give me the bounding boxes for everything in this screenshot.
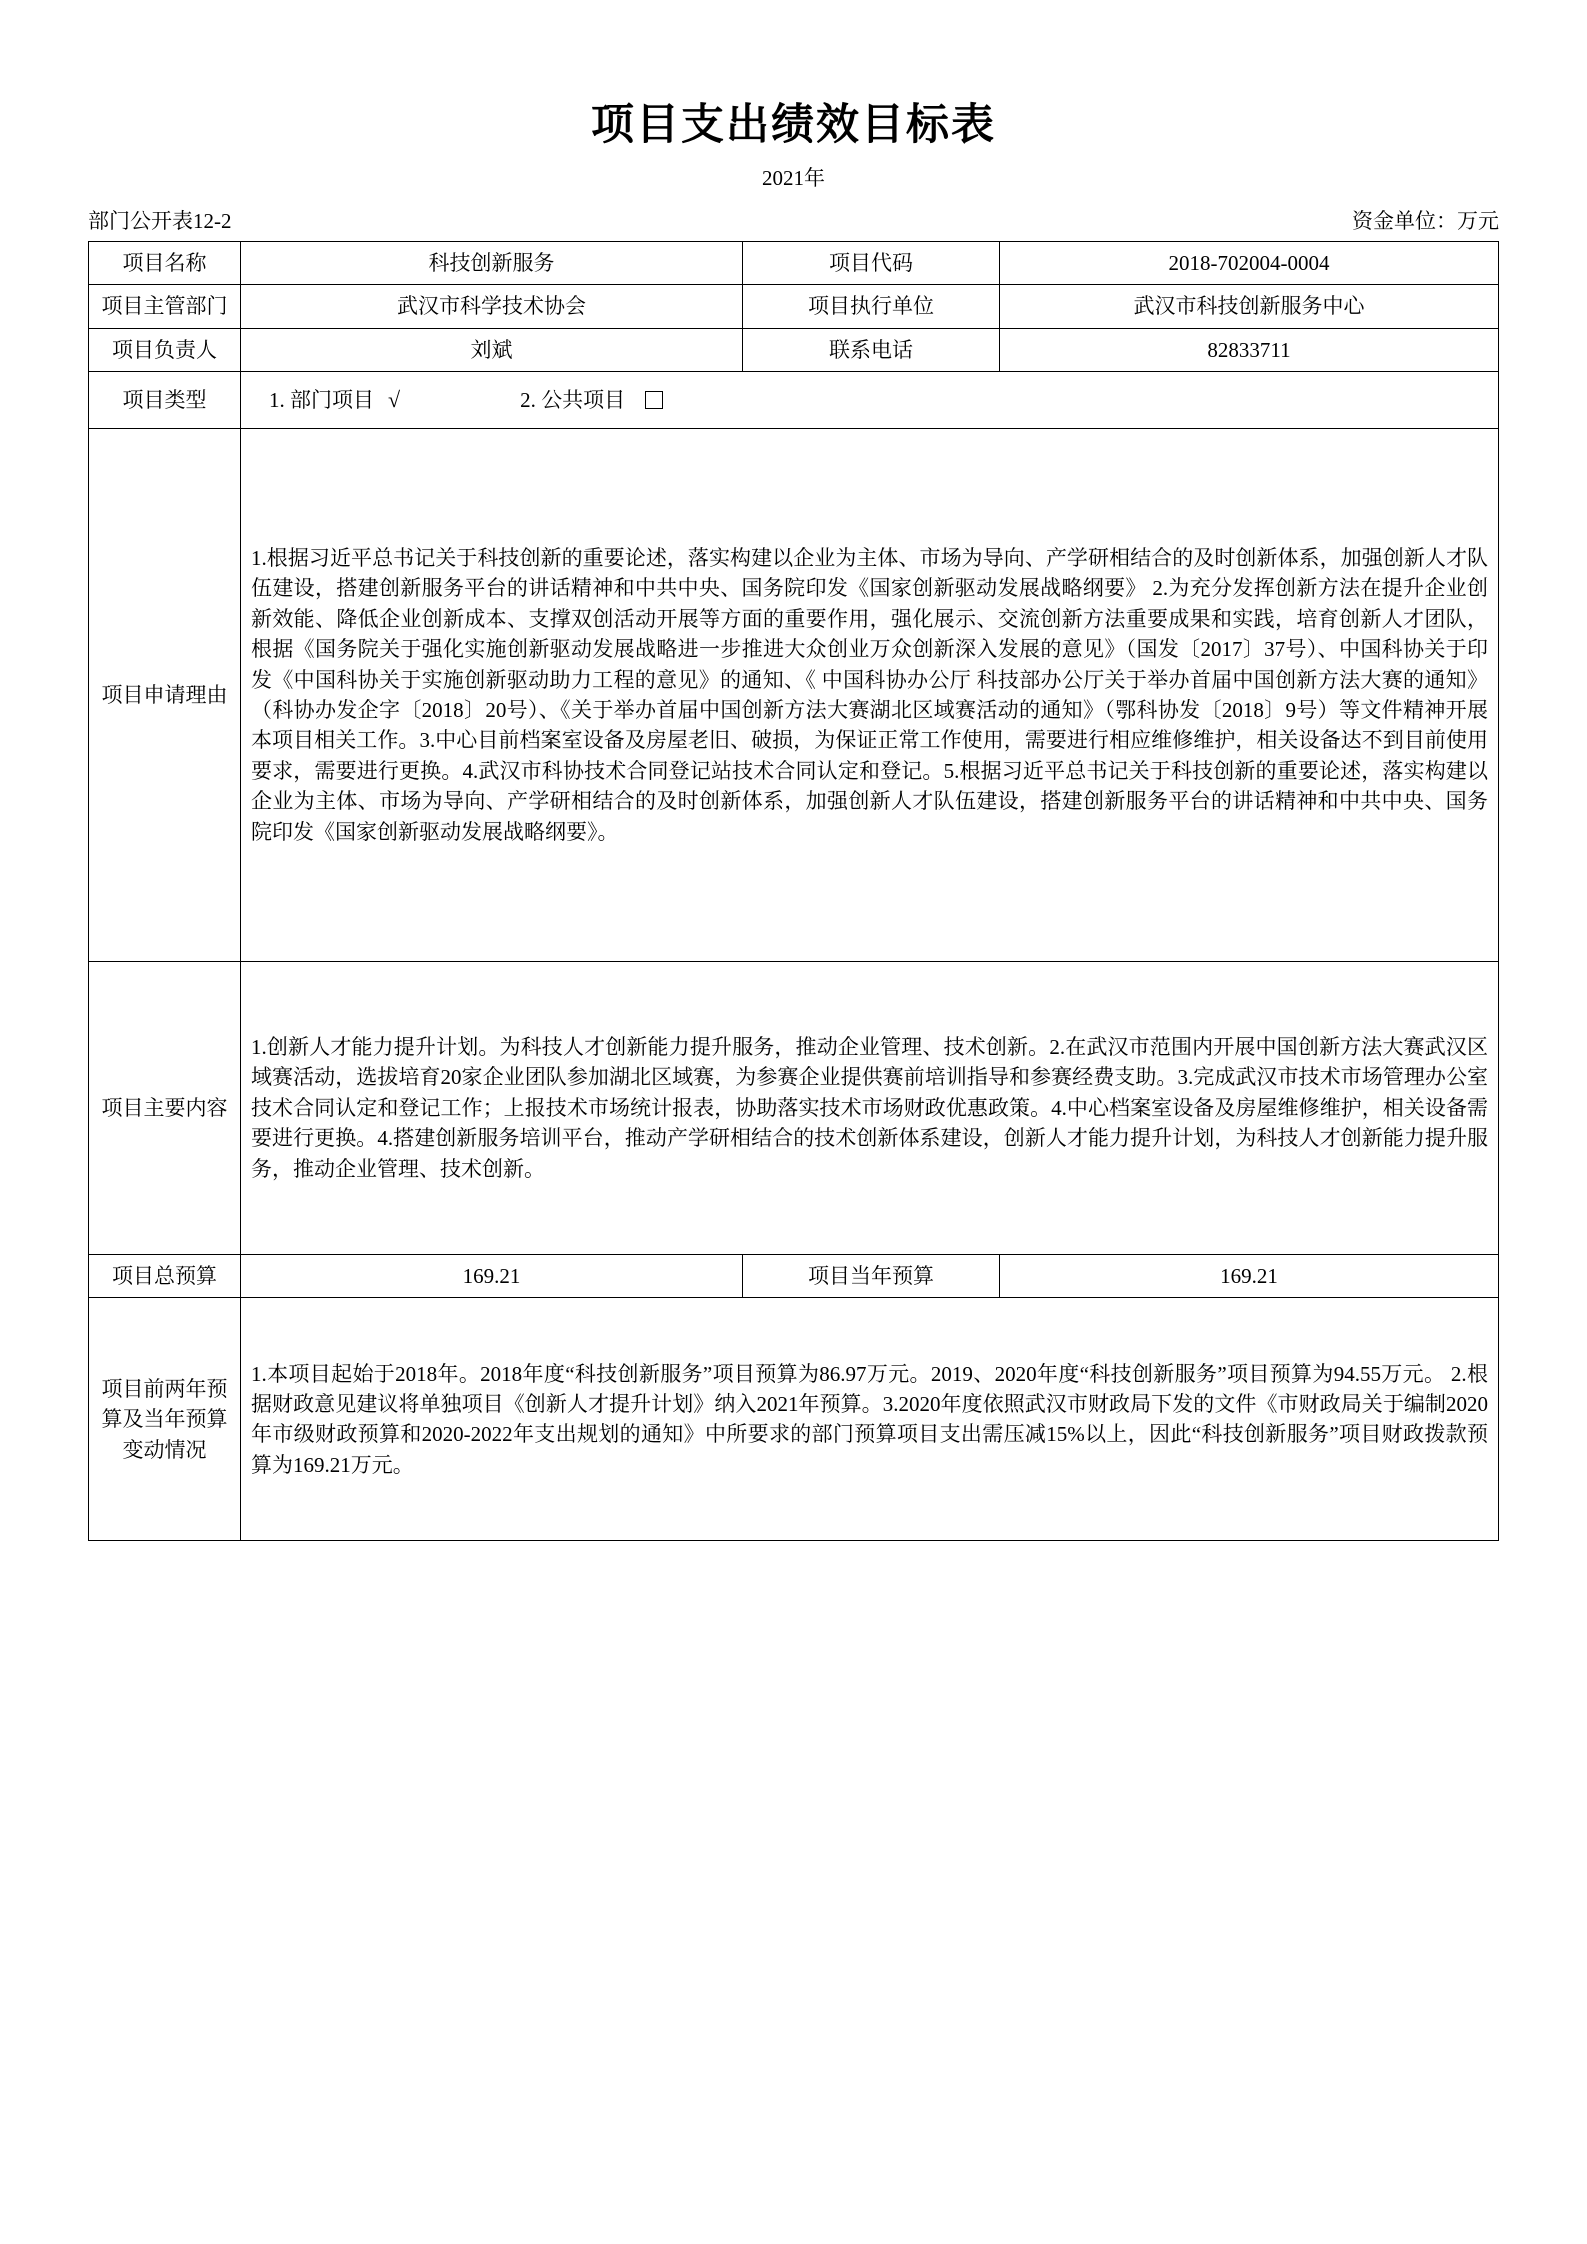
budget-change-label: 项目前两年预算及当年预算变动情况 <box>89 1298 241 1541</box>
table-row <box>89 285 1499 328</box>
checkmark-icon: √ <box>388 387 401 413</box>
project-type-label: 项目类型 <box>89 372 241 429</box>
form-number: 部门公开表12-2 <box>88 208 232 233</box>
application-reason-text: 1.根据习近平总书记关于科技创新的重要论述，落实构建以企业为主体、市场为导向、产学研相结合的及时创新体系，加强创新人才队伍建设，搭建创新服务平台的讲话精神和中共中央、国务院印发《国家创新驱动发展战略纲要》 2.为充分发挥创新方法在提升企业创新效能、降低企业创新成本、支撑双创活动开展等方面的重要作用，强化展示、交流创新方法重要成果和实践，培育创新人才团队，根据《国务院关于强化实施创新驱动发展战略进一步推进大众创业万众创新深入发展的意见》（国发〔2017〕37号）、中国科协关于印发《中国科协关于实施创新驱动助力工程的意见》的通知、《 中国科协办公厅 科技部办公厅关于举办首届中国创新方法大赛的通知》（科协办发企字〔2018〕20号）、《关于举办首届中国创新方法大赛湖北区域赛活动的通知》（鄂科协发〔2018〕9号）等文件精神开展本项目相关工作。3.中心目前档案室设备及房屋老旧、破损，为保证正常工作使用，需要进行相应维修维护，相关设备达不到目前使用要求，需要进行更换。4.武汉市科协技术合同登记站技术合同认定和登记。5.根据习近平总书记关于科技创新的重要论述，落实构建以企业为主体、市场为导向、产学研相结合的及时创新体系，加强创新人才队伍建设，搭建创新服务平台的讲话精神和中共中央、国务院印发《国家创新驱动发展战略纲要》。 <box>241 428 1499 961</box>
document-meta <box>88 205 1499 235</box>
table-row <box>89 241 1499 284</box>
table-row <box>89 428 1499 961</box>
application-reason-label: 项目申请理由 <box>89 428 241 961</box>
project-name-value: 科技创新服务 <box>241 241 743 284</box>
project-type-option-department: 1. 部门项目 <box>269 387 374 412</box>
table-row <box>89 372 1499 429</box>
main-content-text: 1.创新人才能力提升计划。为科技人才创新能力提升服务，推动企业管理、技术创新。2.在武汉市范围内开展中国创新方法大赛武汉区域赛活动，选拔培育20家企业团队参加湖北区域赛，为参赛企业提供赛前培训指导和参赛经费支助。3.完成武汉市技术市场管理办公室技术合同认定和登记工作；上报技术市场统计报表，协助落实技术市场财政优惠政策。4.中心档案室设备及房屋维修维护，相关设备需要进行更换。4.搭建创新服务培训平台，推动产学研相结合的技术创新体系建设，创新人才能力提升计划，为科技人才创新能力提升服务，推动企业管理、技术创新。 <box>241 961 1499 1254</box>
project-leader-value: 刘斌 <box>241 328 743 371</box>
checkbox-icon[interactable] <box>645 391 663 409</box>
table-row <box>89 1254 1499 1297</box>
current-year-budget-value: 169.21 <box>1000 1254 1499 1297</box>
project-type-options <box>241 372 1499 429</box>
page-title: 项目支出绩效目标表 <box>591 102 996 149</box>
table-row <box>89 328 1499 371</box>
total-budget-label: 项目总预算 <box>89 1254 241 1297</box>
current-year-budget-label: 项目当年预算 <box>743 1254 1000 1297</box>
document-year: 2021年 <box>762 165 825 190</box>
executing-unit-label: 项目执行单位 <box>743 285 1000 328</box>
table-row <box>89 1298 1499 1541</box>
budget-change-text: 1.本项目起始于2018年。2018年度“科技创新服务”项目预算为86.97万元。2019、2020年度“科技创新服务”项目预算为94.55万元。 2.根据财政意见建议将单独项目《创新人才提升计划》纳入2021年预算。3.2020年度依照武汉市财政局下发的文件《市财政局关于编制2020年市级财政预算和2020-2022年支出规划的通知》中所要求的部门预算项目支出需压减15%以上，因此“科技创新服务”项目财政拨款预算为169.21万元。 <box>241 1298 1499 1541</box>
project-code-value: 2018-702004-0004 <box>1000 241 1499 284</box>
project-code-label: 项目代码 <box>743 241 1000 284</box>
table-row <box>89 961 1499 1254</box>
contact-phone-value: 82833711 <box>1000 328 1499 371</box>
performance-target-table <box>88 241 1499 1542</box>
project-leader-label: 项目负责人 <box>89 328 241 371</box>
project-name-label: 项目名称 <box>89 241 241 284</box>
executing-unit-value: 武汉市科技创新服务中心 <box>1000 285 1499 328</box>
currency-unit: 资金单位：万元 <box>1352 208 1499 233</box>
total-budget-value: 169.21 <box>241 1254 743 1297</box>
supervising-dept-label: 项目主管部门 <box>89 285 241 328</box>
supervising-dept-value: 武汉市科学技术协会 <box>241 285 743 328</box>
project-type-option-public: 2. 公共项目 <box>520 387 626 412</box>
contact-phone-label: 联系电话 <box>743 328 1000 371</box>
main-content-label: 项目主要内容 <box>89 961 241 1254</box>
